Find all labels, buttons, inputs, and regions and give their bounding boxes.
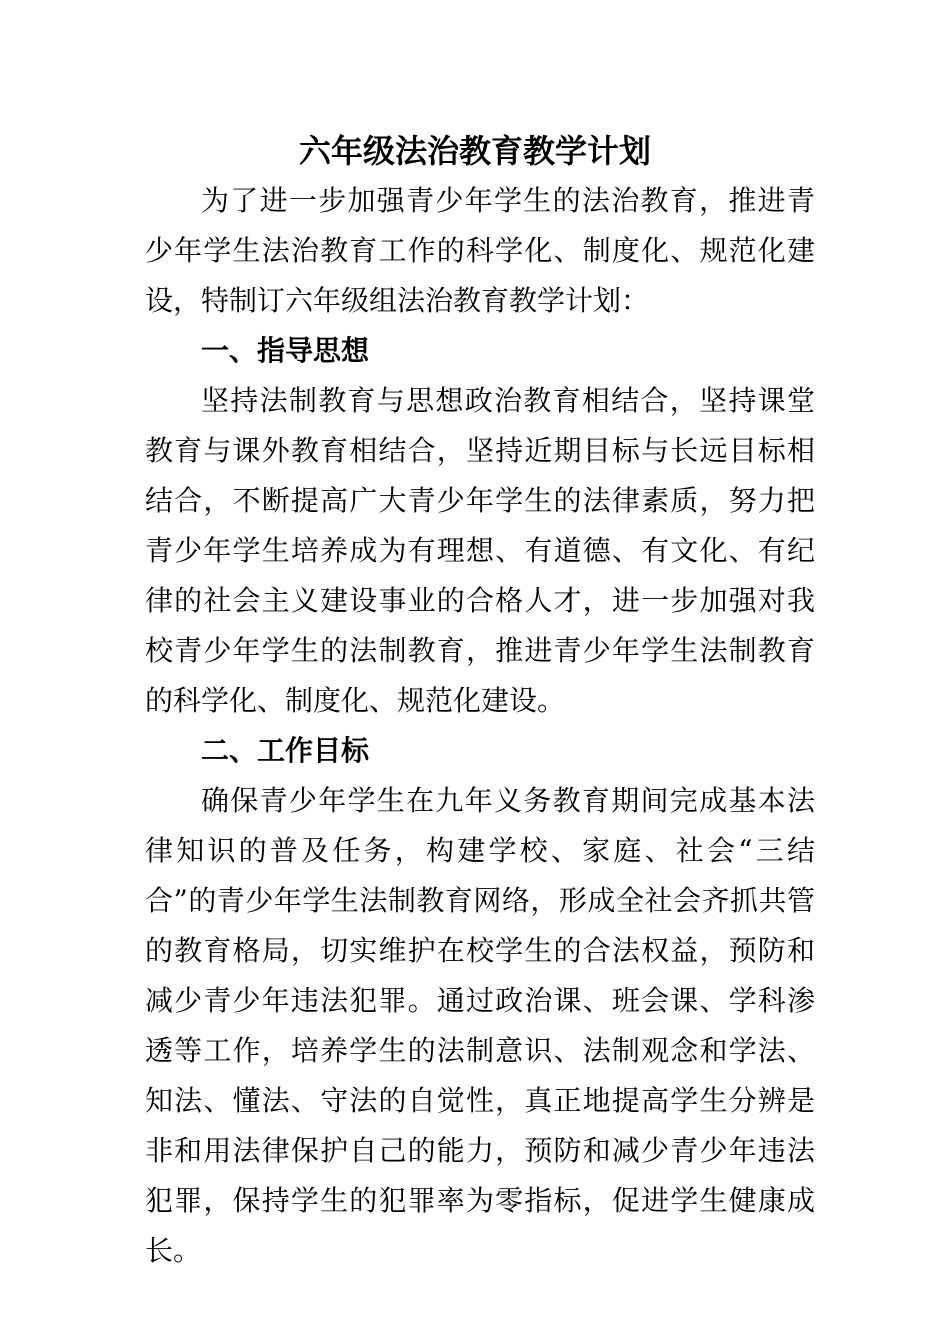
section-heading-guiding-ideology: 一、指导思想 — [201, 334, 370, 367]
document-body — [145, 176, 815, 1276]
document-title: 六年级法治教育教学计划 — [298, 132, 651, 170]
intro-paragraph: 为了进一步加强青少年学生的法治教育，推进青少年学生法治教育工作的科学化、制度化、规范化建设，特制订六年级组法治教育教学计划： — [145, 184, 815, 317]
section-heading-work-goals: 二、工作目标 — [201, 734, 370, 767]
section-paragraph-guiding-ideology: 坚持法制教育与思想政治教育相结合，坚持课堂教育与课外教育相结合，坚持近期目标与长远目标相结合，不断提高广大青少年学生的法律素质，努力把青少年学生培养成为有理想、有道德、有文化、有纪律的社会主义建设事业的合格人才，进一步加强对我校青少年学生的法制教育，推进青少年学生法制教育的科学化、制度化、规范化建设。 — [145, 384, 815, 717]
section-paragraph-work-goals: 确保青少年学生在九年义务教育期间完成基本法律知识的普及任务，构建学校、家庭、社会“三结合”的青少年学生法制教育网络，形成全社会齐抓共管的教育格局，切实维护在校学生的合法权益，预防和减少青少年违法犯罪。通过政治课、班会课、学科渗透等工作，培养学生的法制意识、法制观念和学法、知法、懂法、守法的自觉性，真正地提高学生分辨是非和用法律保护自己的能力，预防和减少青少年违法犯罪，保持学生的犯罪率为零指标，促进学生健康成长。 — [145, 784, 815, 1267]
